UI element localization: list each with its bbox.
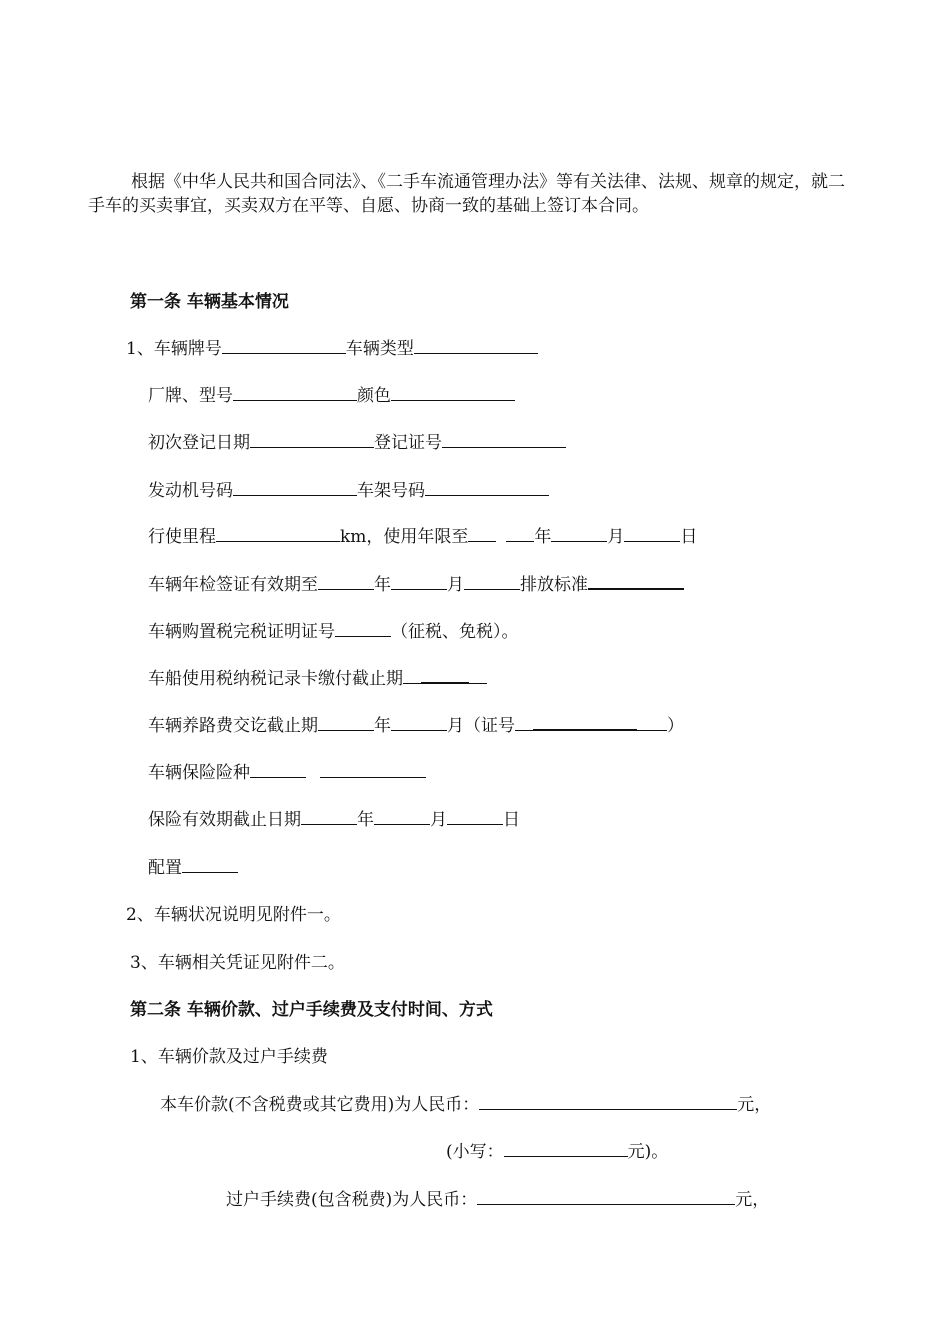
- field-engine-frame: [148, 479, 549, 503]
- blank-insurance-month[interactable]: [374, 809, 430, 825]
- blank-vehicle-type[interactable]: [414, 338, 538, 354]
- label-small-close: 元)。: [627, 1142, 669, 1162]
- field-brand-color: [148, 384, 515, 408]
- label-year: 年: [374, 716, 391, 736]
- field-registration: [148, 431, 566, 455]
- label-frame-no: 车架号码: [357, 481, 425, 501]
- label-month-cert: 月（证号: [447, 716, 515, 736]
- label-year: 年: [374, 575, 391, 595]
- field-purchase-tax: [148, 620, 519, 644]
- blank-road-fee-cert-a[interactable]: [515, 715, 533, 731]
- item-price-and-fee: 1、车辆价款及过户手续费: [130, 1047, 328, 1067]
- label-vehicle-type: 车辆类型: [345, 339, 414, 359]
- field-road-fee: [148, 714, 684, 738]
- blank-brand[interactable]: [233, 385, 357, 401]
- label-emission: 排放标准: [520, 575, 588, 595]
- field-insurance-type: [148, 761, 426, 785]
- label-close-paren: ）: [667, 716, 684, 736]
- article-2-heading: 第二条 车辆价款、过户手续费及支付时间、方式: [130, 1000, 493, 1020]
- blank-vehicle-price-small[interactable]: [504, 1141, 628, 1157]
- blank-first-reg-date[interactable]: [250, 432, 374, 448]
- intro-paragraph: 根据《中华人民共和国合同法》、《二手车流通管理办法》等有关法律、法规、规章的规定，就二手车的买卖事宜，买卖双方在平等、自愿、协商一致的基础上签订本合同。: [88, 172, 845, 216]
- blank-transfer-fee[interactable]: [477, 1189, 735, 1205]
- blank-vessel-tax-b[interactable]: [421, 667, 469, 684]
- label-yuan: 元，: [735, 1190, 770, 1210]
- blank-plate[interactable]: [222, 338, 346, 354]
- label-km-term: km，使用年限至: [340, 527, 469, 547]
- field-inspection: [148, 573, 684, 597]
- label-small-open: (小写：: [446, 1142, 504, 1162]
- label-day: 日: [503, 810, 520, 830]
- blank-frame-no[interactable]: [425, 480, 549, 496]
- blank-insurance-type-b[interactable]: [320, 762, 426, 778]
- field-configuration: [148, 856, 238, 880]
- blank-term-day[interactable]: [624, 526, 680, 542]
- item-vehicle-condition: 2、车辆状况说明见附件一。: [126, 905, 341, 925]
- label-yuan: 元，: [737, 1095, 772, 1115]
- field-mileage-term: [148, 525, 697, 549]
- label-month: 月: [607, 527, 625, 547]
- label-insurance-type: 车辆保险险种: [148, 763, 250, 783]
- label-engine-no: 发动机号码: [148, 481, 233, 501]
- blank-purchase-tax[interactable]: [335, 621, 391, 637]
- blank-inspection-year[interactable]: [318, 574, 374, 590]
- blank-road-fee-year[interactable]: [318, 715, 374, 731]
- blank-vehicle-price[interactable]: [479, 1094, 737, 1110]
- label-day: 日: [680, 527, 698, 547]
- label-color: 颜色: [357, 386, 391, 406]
- item-vehicle-documents: 3、车辆相关凭证见附件二。: [130, 953, 345, 973]
- label-vehicle-price: 本车价款(不含税费或其它费用)为人民币：: [160, 1095, 480, 1115]
- label-mileage: 行使里程: [148, 527, 216, 547]
- blank-inspection-day[interactable]: [464, 574, 520, 590]
- label-year: 年: [357, 810, 374, 830]
- field-vessel-tax: [148, 667, 487, 691]
- label-brand: 厂牌、型号: [148, 386, 233, 406]
- blank-inspection-month[interactable]: [391, 574, 447, 590]
- blank-road-fee-cert-c[interactable]: [637, 715, 667, 731]
- blank-reg-cert[interactable]: [442, 432, 566, 448]
- blank-road-fee-month[interactable]: [391, 715, 447, 731]
- label-year: 年: [534, 527, 552, 547]
- label-tax-type: （征税、免税）。: [391, 622, 519, 642]
- label-insurance-expiry: 保险有效期截止日期: [148, 810, 301, 830]
- blank-insurance-year[interactable]: [301, 809, 357, 825]
- label-road-fee: 车辆养路费交讫截止期: [148, 716, 318, 736]
- blank-road-fee-cert-b[interactable]: [533, 714, 637, 731]
- blank-configuration[interactable]: [182, 857, 238, 873]
- blank-term-month[interactable]: [551, 526, 607, 542]
- blank-mileage[interactable]: [216, 526, 340, 542]
- label-purchase-tax: 车辆购置税完税证明证号: [148, 622, 335, 642]
- label-vessel-tax: 车船使用税纳税记录卡缴付截止期: [148, 669, 403, 689]
- label-month: 月: [430, 810, 447, 830]
- field-vehicle-price: [160, 1093, 771, 1117]
- article-1-heading: 第一条 车辆基本情况: [130, 292, 289, 312]
- blank-insurance-type-a[interactable]: [250, 762, 306, 778]
- label-month: 月: [447, 575, 464, 595]
- blank-insurance-day[interactable]: [447, 809, 503, 825]
- blank-vessel-tax-a[interactable]: [403, 668, 421, 684]
- blank-vessel-tax-c[interactable]: [469, 668, 487, 684]
- label-transfer-fee: 过户手续费(包含税费)为人民币：: [226, 1190, 478, 1210]
- field-insurance-expiry: [148, 808, 520, 832]
- label-first-reg-date: 初次登记日期: [148, 433, 250, 453]
- blank-emission[interactable]: [588, 573, 684, 590]
- blank-term-year-b[interactable]: [506, 526, 534, 542]
- blank-color[interactable]: [391, 385, 515, 401]
- blank-engine-no[interactable]: [233, 480, 357, 496]
- label-reg-cert: 登记证号: [374, 433, 442, 453]
- label-inspection: 车辆年检签证有效期至: [148, 575, 318, 595]
- label-configuration: 配置: [148, 858, 182, 878]
- field-plate-type: [126, 337, 538, 361]
- blank-term-year-a[interactable]: [468, 526, 496, 542]
- field-vehicle-price-small: [446, 1140, 668, 1164]
- label-plate: 1、车辆牌号: [126, 339, 222, 359]
- field-transfer-fee: [226, 1188, 769, 1212]
